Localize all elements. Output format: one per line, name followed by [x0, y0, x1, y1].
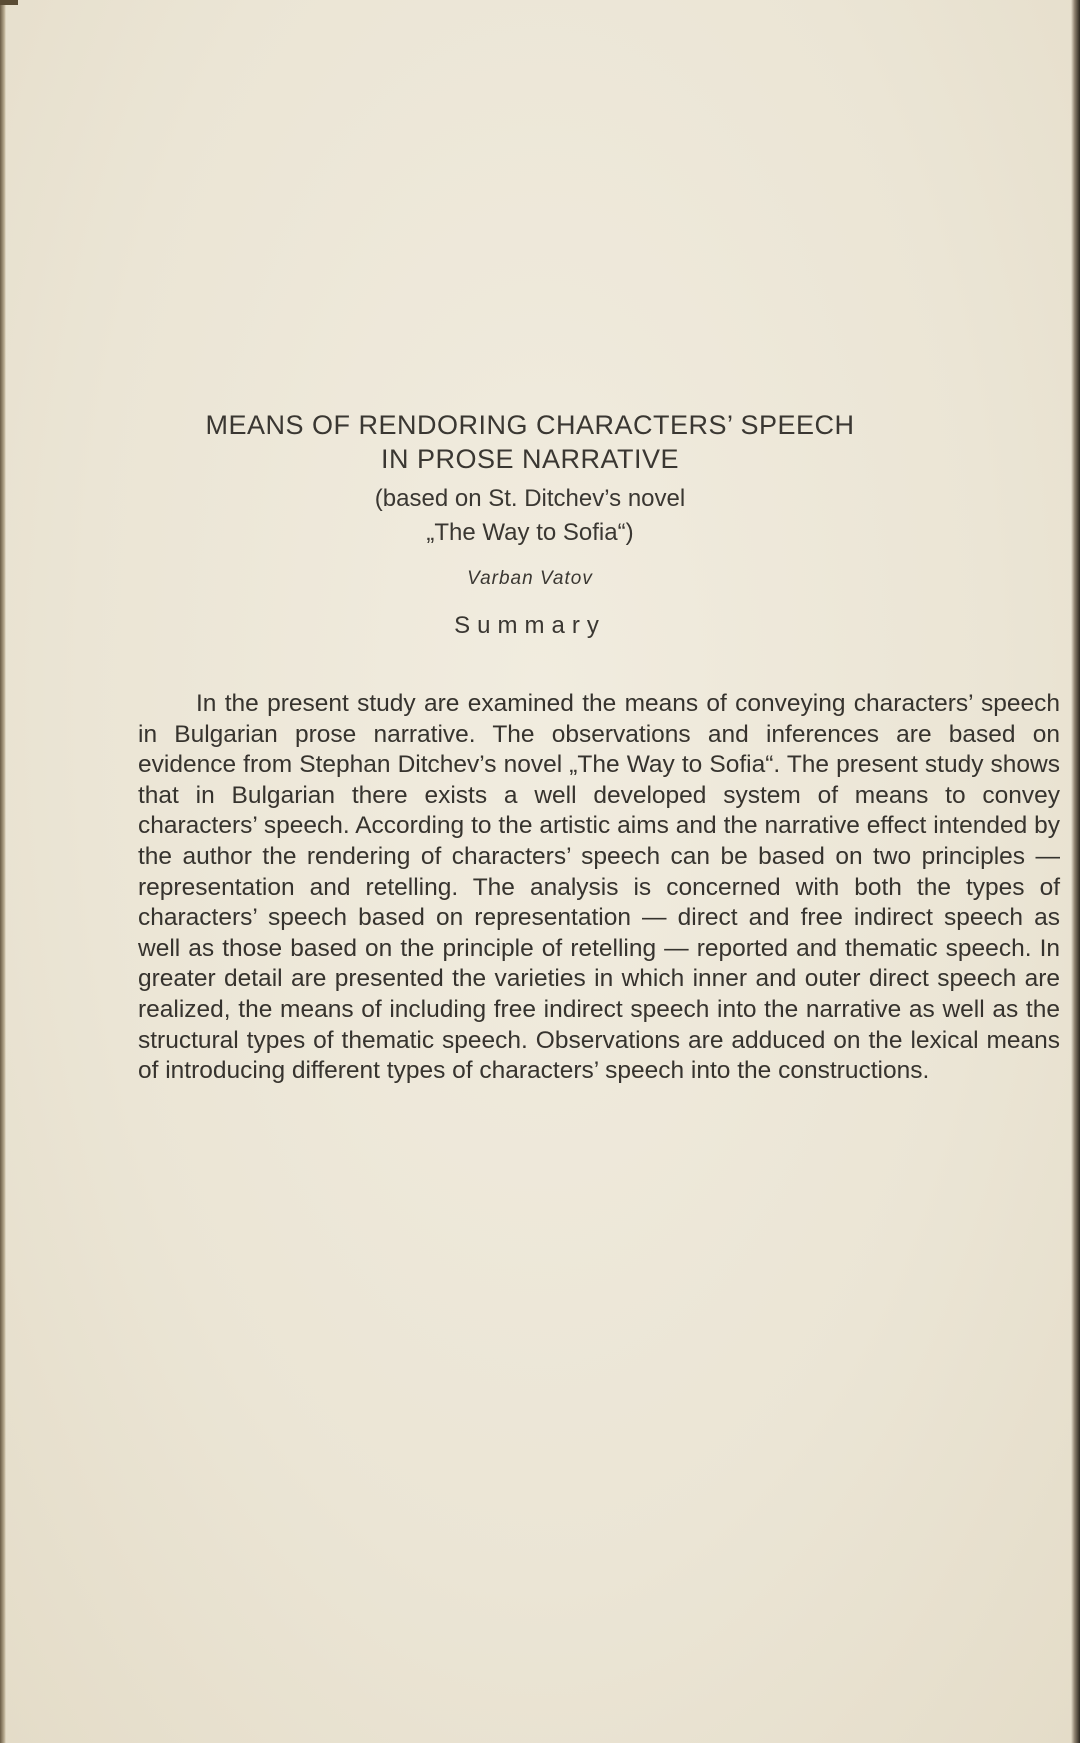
article-subtitle-line-1: (based on St. Ditchev’s novel — [374, 485, 686, 512]
page-left-edge — [0, 0, 6, 1743]
summary-heading: Summary — [454, 612, 606, 639]
summary-paragraph: In the present study are examined the means of conveying characters’ speech in Bulgarian prose narrative. The observations and inferences are based on evidence from Stephan Ditchev’s novel „The Way to Sofia“. The present study shows that in Bulgarian there exists a well developed system of means to convey characters’ speech. According to the artistic aims and the narrative effect intended by the author the rendering of characters’ speech can be based on two principles — representation and retelling. The analysis is concerned with both the types of characters’ speech based on representation — direct and free indirect speech as well as those based on the principle of retelling — reported and thematic speech. In greater detail are presented the varieties in which inner and outer direct speech are realized, the means of including free indirect speech into the narrative as well as the structural types of thematic speech. Observations are adduced on the lexical means of introducing different types of characters’ speech into the constructions. — [138, 690, 1060, 1085]
page-corner-mark — [0, 0, 18, 5]
article-title-line-1: MEANS OF RENDORING CHARACTERS’ SPEECH — [205, 410, 855, 440]
page-right-edge — [1071, 0, 1080, 1743]
title-block — [140, 408, 920, 640]
article-title-line-2: IN PROSE NARRATIVE — [380, 444, 680, 474]
author-name: Varban Vatov — [467, 568, 593, 589]
subtitle-block — [140, 482, 920, 550]
article-subtitle-line-2: „The Way to Sofia“) — [426, 519, 634, 546]
